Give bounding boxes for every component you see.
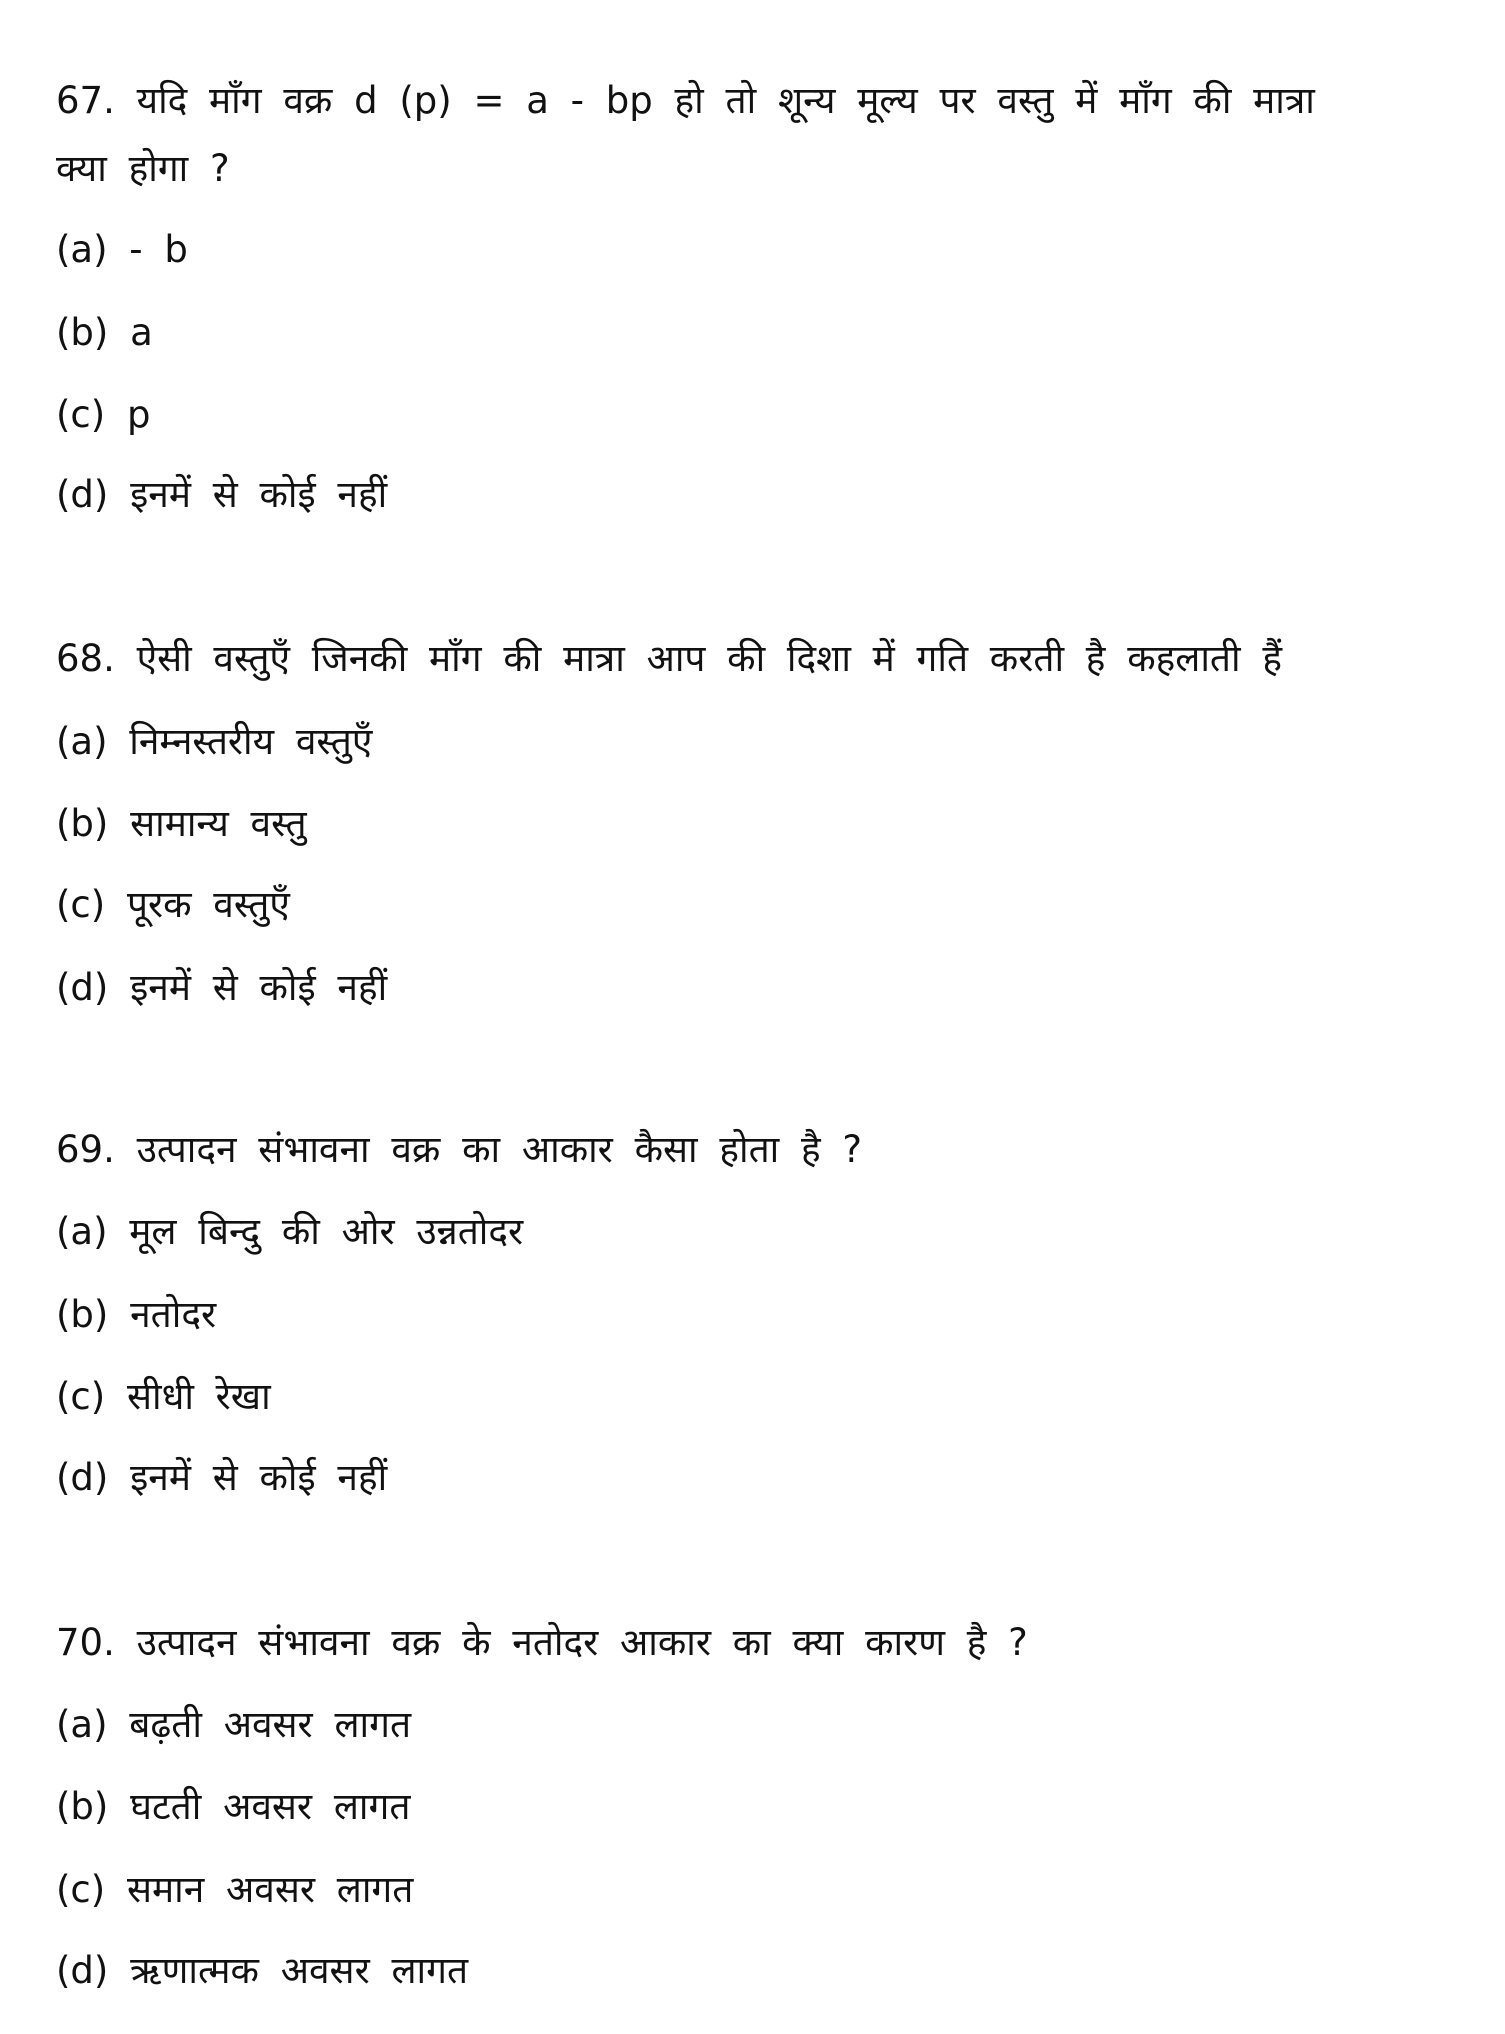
option-b: (b) घटती अवसर लागत	[56, 1785, 411, 1828]
question-text	[56, 77, 1315, 125]
option-d: (d) ऋणात्मक अवसर लागत	[56, 1949, 469, 1992]
question-number: 68.	[56, 637, 115, 680]
question-text	[56, 1126, 862, 1174]
option-c: (c) p	[56, 393, 151, 436]
question-text-line: यदि माँग वक्र d (p) = a - bp हो तो शून्य मूल्य पर वस्तु में माँग की मात्रा	[136, 79, 1315, 122]
option-b: (b) a	[56, 311, 153, 354]
option-a: (a) - b	[56, 228, 188, 271]
option-c: (c) समान अवसर लागत	[56, 1868, 414, 1911]
question-text	[56, 1619, 1028, 1667]
option-b: (b) नतोदर	[56, 1293, 217, 1336]
question-text-line: उत्पादन संभावना वक्र का आकार कैसा होता है ?	[136, 1128, 863, 1171]
option-d: (d) इनमें से कोई नहीं	[56, 1456, 388, 1499]
question-text-line: क्या होगा ?	[56, 147, 230, 190]
option-b: (b) सामान्य वस्तु	[56, 802, 307, 845]
option-d: (d) इनमें से कोई नहीं	[56, 966, 388, 1009]
question-text-line: उत्पादन संभावना वक्र के नतोदर आकार का क्या कारण है ?	[136, 1621, 1028, 1664]
option-d: (d) इनमें से कोई नहीं	[56, 473, 388, 516]
option-a: (a) बढ़ती अवसर लागत	[56, 1703, 412, 1746]
question-number: 69.	[56, 1128, 115, 1171]
option-a: (a) निम्नस्तरीय वस्तुएँ	[56, 720, 373, 763]
option-c: (c) सीधी रेखा	[56, 1375, 271, 1418]
question-text	[56, 635, 1282, 683]
option-a: (a) मूल बिन्दु की ओर उन्नतोदर	[56, 1210, 524, 1253]
option-c: (c) पूरक वस्तुएँ	[56, 883, 290, 926]
question-number: 67.	[56, 79, 115, 122]
question-number: 70.	[56, 1621, 115, 1664]
question-text-line: ऐसी वस्तुएँ जिनकी माँग की मात्रा आप की दिशा में गति करती है कहलाती हैं	[136, 637, 1283, 680]
